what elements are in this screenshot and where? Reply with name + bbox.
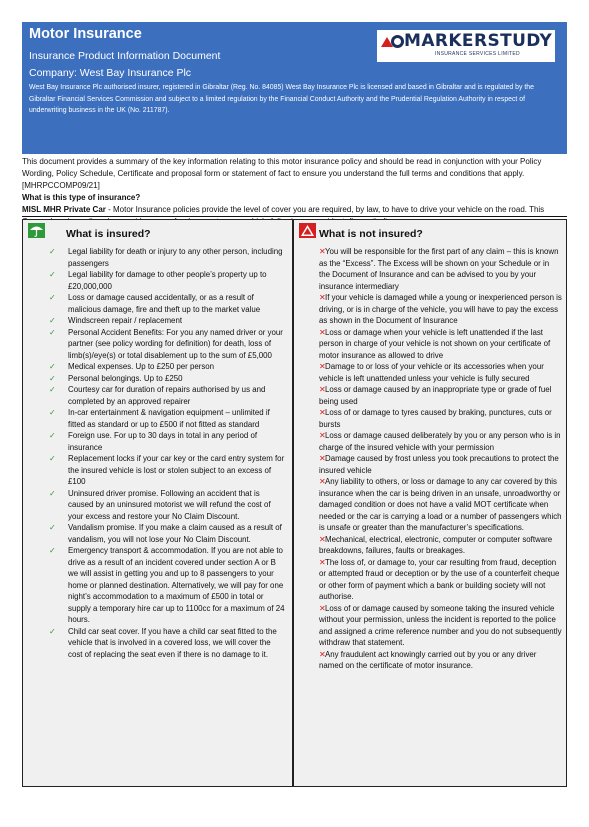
list-item (23, 246, 292, 269)
list-item (23, 327, 292, 362)
check-icon: ✓ (49, 247, 56, 256)
list-item (23, 522, 292, 545)
list-item-text: Vandalism promise. If you make a claim caused as a result of vandalism, you will not lose your No Claim Discount. (68, 523, 282, 544)
check-icon: ✓ (49, 408, 56, 417)
list-item-text: Loss or damage caused accidentally, or as a result of malicious damage, fire and theft up to the market value (68, 293, 261, 314)
list-item-text: The loss of, or damage to, your car resulting from fraud, deception or attempted fraud or deception or by the use of a counterfeit cheque or other form of payment which a bank or building society will not authorise. (319, 557, 560, 601)
check-icon: ✓ (49, 316, 56, 325)
list-item-text: Any fraudulent act knowingly carried out by you or any driver named on the certificate of motor insurance. (319, 649, 537, 670)
list-item-text: Mechanical, electrical, electronic, computer or computer software breakdowns, failures, faults or breakages. (319, 534, 553, 555)
what-is-not-insured-panel (293, 219, 567, 787)
check-icon: ✓ (49, 327, 56, 337)
list-item-text: Windscreen repair / replacement (68, 316, 183, 325)
list-item-text: Emergency transport & accommodation. If you are not able to drive as a result of an incident covered under section A or B we will assist in getting you and up to 8 passengers to your home or planned destination. Alternatively, we will pay for one night’s accommodation to a maximum of £500 in total or supply a temporary hire car up to 1100cc for a maximum of 24 hours. (68, 546, 285, 624)
check-icon: ✓ (49, 488, 56, 498)
check-icon: ✓ (49, 546, 56, 555)
check-icon: ✓ (49, 293, 56, 302)
intro-section (22, 156, 567, 228)
list-item-text: Damage caused by frost unless you took precautions to protect the insured vehicle (319, 454, 559, 475)
list-item (23, 430, 292, 453)
cross-icon: ✕ (319, 603, 326, 613)
document-subtitle: Insurance Product Information Document (29, 50, 221, 62)
cross-icon: ✕ (319, 431, 326, 440)
check-icon: ✓ (49, 523, 56, 532)
cross-icon: ✕ (319, 362, 326, 371)
list-item-text: Damage to or loss of your vehicle or its accessories when your vehicle is left unattended unless your vehicle is fully secured (319, 362, 544, 383)
list-item (294, 430, 566, 453)
product-name: MISL MHR Private Car (22, 205, 106, 214)
logo-ring-icon (391, 35, 404, 48)
list-item (294, 557, 566, 603)
company-name: Company: West Bay Insurance Plc (29, 67, 192, 79)
list-item (23, 407, 292, 430)
list-item (23, 488, 292, 523)
check-icon: ✓ (49, 454, 56, 463)
not-insured-list (294, 246, 566, 672)
intro-question: What is this type of insurance? (22, 193, 141, 202)
cross-icon: ✕ (319, 649, 326, 659)
check-icon: ✓ (49, 431, 56, 440)
list-item (23, 292, 292, 315)
list-item-text: Replacement locks if your car key or the card entry system for the insured vehicle is lost or stolen subject to an excess of £100 (68, 454, 285, 486)
list-item-text: Loss or damage caused by an inappropriate type or grade of fuel being used (319, 385, 552, 406)
logo-name: MARKERSTUDY (404, 31, 553, 51)
list-item-text: Loss of or damage caused by someone taking the insured vehicle without your permission, unless the incident is reported to the police and assigned a crime reference number and you do not subsequently withdraw that statement. (319, 603, 562, 647)
list-item-text: Courtesy car for duration of repairs authorised by us and completed by an approved repairer (68, 385, 266, 406)
list-item (294, 292, 566, 327)
list-item-text: Loss or damage when your vehicle is left unattended if the last person in charge of your vehicle is not shown on your certificate of motor insurance as allowed to drive (319, 327, 551, 360)
list-item-text: Personal belongings. Up to £250 (68, 373, 183, 383)
markerstudy-logo (377, 30, 555, 62)
list-item-text: Child car seat cover. If you have a child car seat fitted to the vehicle that is involved in a covered loss, we will cover the cost of replacing the seat even if there is no damage to it. (68, 626, 277, 659)
cross-icon: ✕ (319, 534, 326, 544)
document-title: Motor Insurance (29, 26, 142, 42)
insured-list (23, 246, 292, 660)
check-icon: ✓ (49, 362, 56, 371)
section-divider (22, 216, 567, 217)
list-item (294, 649, 566, 672)
list-item (23, 545, 292, 626)
list-item-text: If your vehicle is damaged while a young or inexperienced person is driving, or is in charge of the vehicle, you will have to pay the excess as shown in the Document of Insurance (319, 293, 562, 325)
intro-summary: This document provides a summary of the key information relating to this motor insurance policy and should be read in conjunction with your Policy Wording, Policy Schedule, Certificate and proposal form or statement of fact to ensure you understand the full terms and conditions that apply. [MHRPCCOMP09/21] (22, 157, 542, 190)
list-item-text: Foreign use. For up to 30 days in total in any period of insurance (68, 431, 258, 452)
list-item (23, 269, 292, 292)
list-item (23, 315, 292, 327)
list-item (294, 361, 566, 384)
cross-icon: ✕ (319, 385, 326, 394)
cross-icon: ✕ (319, 454, 326, 463)
list-item-text: Uninsured driver promise. Following an accident that is caused by an uninsured motorist we will refund the cost of your excess and restore your No Claim Discount. (68, 488, 271, 521)
cross-icon: ✕ (319, 247, 326, 256)
insured-title: What is insured? (66, 228, 151, 240)
list-item (23, 384, 292, 407)
warning-icon (299, 223, 316, 238)
check-icon: ✓ (49, 270, 56, 279)
list-item (294, 384, 566, 407)
product-description: - Motor Insurance policies provide the level of cover you are required, by law, to have to drive your vehicle on the road. This (108, 205, 545, 214)
regulatory-text: West Bay Insurance Plc authorised insurer, registered in Gibraltar (Reg. No. 84085) West Bay Insurance Plc is licensed and based in Gibraltar and is regulated by the Gibraltar Financial Services Commission and subject to a limited regulation by the Financial Conduct Authority and the Prudential Regulation Authority in respect of underwriting business in the UK (No. 211787). (29, 84, 534, 114)
check-icon: ✓ (49, 373, 56, 383)
cross-icon: ✕ (319, 408, 326, 417)
list-item-text: In-car entertainment & navigation equipment – unlimited if fitted as standard or up to £500 if not fitted as standard (68, 408, 270, 429)
list-item-text: You will be responsible for the first part of any claim – this is known as the “Excess”. The Excess will be shown on your Schedule or in the Document of Insurance and can be advised to you by your insurance intermediary (319, 247, 559, 291)
list-item (23, 361, 292, 373)
check-icon: ✓ (49, 626, 56, 636)
list-item (294, 407, 566, 430)
list-item (294, 327, 566, 362)
cross-icon: ✕ (319, 293, 326, 302)
cross-icon: ✕ (319, 557, 326, 567)
umbrella-icon (28, 223, 45, 238)
cross-icon: ✕ (319, 327, 326, 337)
check-icon: ✓ (49, 385, 56, 394)
list-item-text: Legal liability for death or injury to any other person, including passengers (68, 247, 283, 268)
list-item-text: Any liability to others, or loss or damage to any car covered by this insurance when the car is being driven in an unsafe, unroadworthy or damaged condition or does not have a valid MOT certificate when needed or the car is carrying a load or a number of passengers which is unsafe or greater than the manufacturer’s specifications. (319, 477, 562, 532)
list-item (294, 453, 566, 476)
list-item-text: Legal liability for damage to other people’s property up to £20,000,000 (68, 270, 267, 291)
list-item (23, 373, 292, 385)
list-item (294, 603, 566, 649)
document-page (22, 22, 567, 670)
what-is-insured-panel (22, 219, 293, 787)
logo-tagline: INSURANCE SERVICES LIMITED (435, 51, 520, 57)
list-item (294, 246, 566, 292)
cross-icon: ✕ (319, 477, 326, 486)
list-item-text: Loss of or damage to tyres caused by braking, punctures, cuts or bursts (319, 408, 552, 429)
list-item-text: Personal Accident Benefits: For you any named driver or your partner (see policy wording for definition) for death, loss of limb(s)/eye(s) or total disablement up to the sum of £5,000 (68, 327, 283, 360)
not-insured-title: What is not insured? (319, 228, 423, 240)
list-item (294, 476, 566, 534)
list-item (23, 453, 292, 488)
header-banner (22, 22, 567, 154)
list-item-text: Medical expenses. Up to £250 per person (68, 362, 215, 371)
list-item (23, 626, 292, 661)
list-item (294, 534, 566, 557)
list-item-text: Loss or damage caused deliberately by you or any person who is in charge of the insured vehicle with your permission (319, 431, 561, 452)
